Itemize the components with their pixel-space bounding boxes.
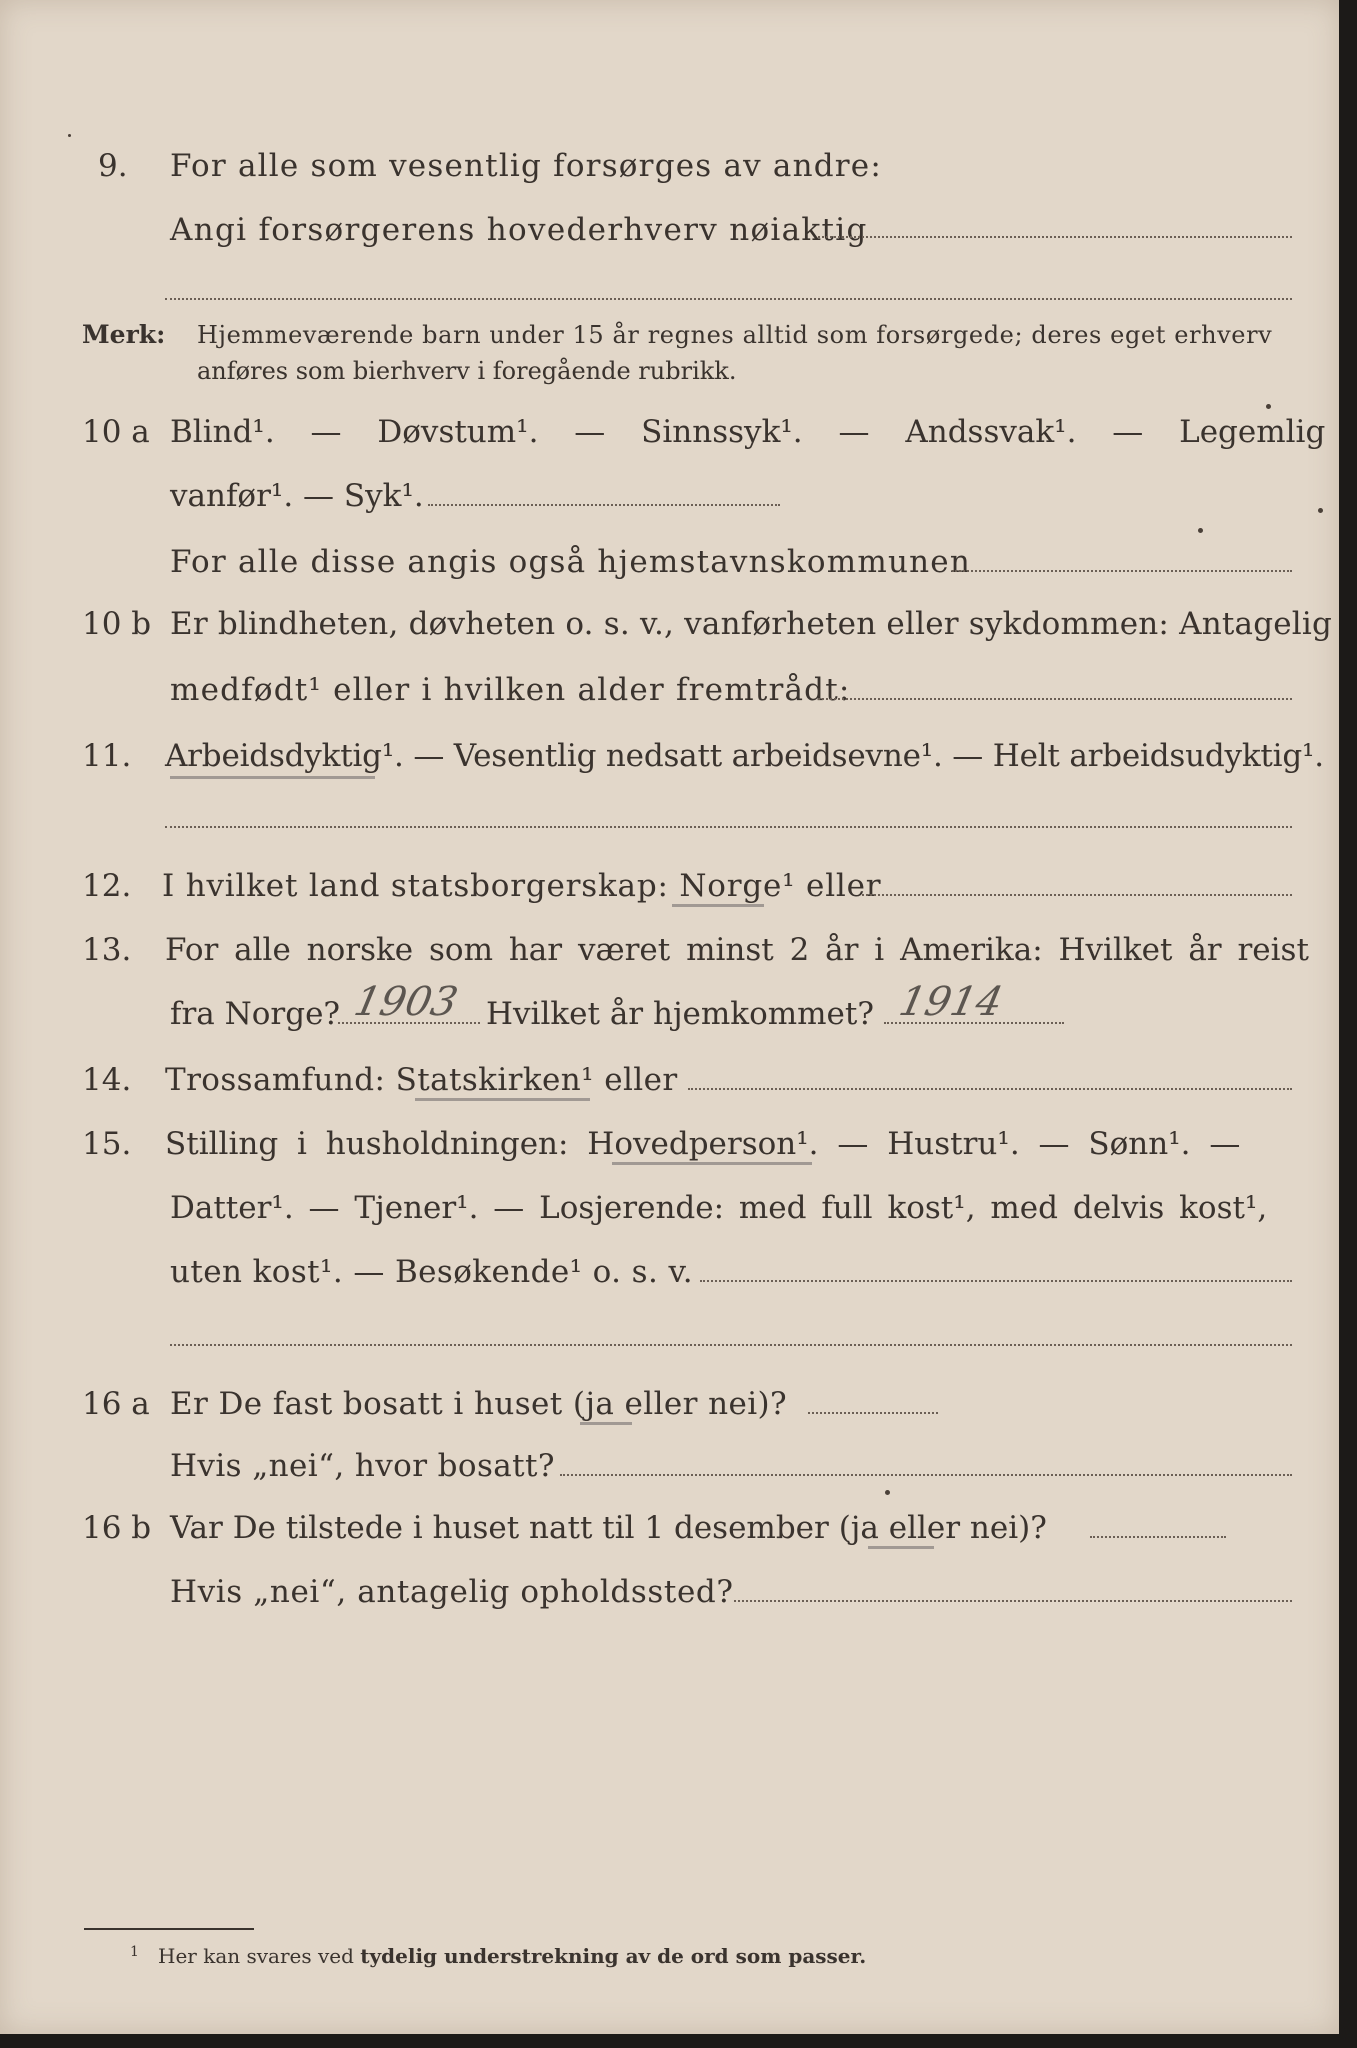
merk-label: Merk:	[82, 320, 166, 349]
footnote-rule	[84, 1928, 254, 1930]
q14-text: Trossamfund: Statskirken¹ eller	[165, 1062, 678, 1098]
q16b-answer-line	[1090, 1536, 1226, 1538]
q16a-answer-line	[808, 1412, 938, 1414]
q11-text: Arbeidsdyktig¹. — Vesentlig nedsatt arbeidsevne¹. — Helt arbeidsudyktig¹.	[165, 738, 1324, 774]
q13-text: For alle norske som har været minst 2 år i Amerika: Hvilket år reist	[165, 932, 1309, 968]
q11-answer-line	[165, 826, 1292, 828]
q10a-subtext: vanfør¹. — Syk¹.	[170, 478, 424, 514]
q9-number: 9.	[98, 148, 128, 184]
q10a-hjemstavn: For alle disse angis også hjemstavnskommunen	[170, 544, 971, 580]
q10b-answer-line	[818, 698, 1292, 700]
q15-answer-line-2	[170, 1344, 1292, 1346]
q9-answer-line-2	[165, 298, 1292, 300]
q15-number: 15.	[82, 1126, 132, 1162]
footnote-mark: 1	[130, 1944, 139, 1960]
paper-speck	[1198, 528, 1203, 533]
q16a-text: Er De fast bosatt i huset (ja eller nei)?	[170, 1386, 788, 1422]
q10a-number: 10 a	[82, 414, 150, 450]
q9-subtext: Angi forsørgerens hovederhverv nøiaktig	[170, 212, 868, 248]
q10b-number: 10 b	[82, 606, 152, 642]
q10a-answer-line	[428, 504, 780, 506]
paper-speck	[885, 1490, 890, 1495]
q12-number: 12.	[82, 868, 132, 904]
q15-answer-line	[700, 1280, 1292, 1282]
q10a-hjemstavn-line	[952, 570, 1292, 572]
q16a-number: 16 a	[82, 1386, 150, 1422]
scan-border	[1339, 0, 1357, 2048]
merk-text-1: Hjemmeværende barn under 15 år regnes alltid som forsørgede; deres eget erhverv	[197, 321, 1273, 349]
q10b-subtext: medfødt¹ eller i hvilken alder fremtrådt:	[170, 672, 851, 708]
q10b-text: Er blindheten, døvheten o. s. v., vanførheten eller sykdommen: Antagelig	[170, 606, 1333, 642]
q13-answer-reist: 1903	[350, 979, 462, 1025]
footnote-text: Her kan svares ved	[158, 1944, 354, 1968]
q16b-number: 16 b	[82, 1510, 152, 1546]
q16a-bosatt-line	[560, 1474, 1292, 1476]
q16b-opholdssted-line	[734, 1600, 1292, 1602]
q13-hjem-label: Hvilket år hjemkommet?	[486, 996, 874, 1032]
q16a-subtext: Hvis „nei“, hvor bosatt?	[170, 1448, 555, 1484]
q10a-text: Blind¹. — Døvstum¹. — Sinnssyk¹. — Andssvak¹. — Legemlig	[170, 414, 1326, 450]
q13-number: 13.	[82, 932, 132, 968]
q16b-underline-ja	[868, 1546, 934, 1549]
footnote	[130, 1944, 866, 1968]
merk-text-2: anføres som bierhverv i foregående rubrikk.	[197, 357, 737, 385]
q9-answer-line	[818, 236, 1292, 238]
q12-text: I hvilket land statsborgerskap: Norge¹ eller	[162, 868, 882, 904]
q14-underline-statskirken	[415, 1098, 590, 1101]
q14-answer-line	[688, 1088, 1292, 1090]
paper-speck	[1318, 508, 1323, 513]
paper-speck	[68, 134, 71, 137]
q15-text-3: uten kost¹. — Besøkende¹ o. s. v.	[170, 1254, 693, 1290]
q13-answer-hjem: 1914	[895, 979, 1007, 1025]
q15-text: Stilling i husholdningen: Hovedperson¹. — Hustru¹. — Sønn¹. —	[165, 1126, 1241, 1162]
paper-speck	[1266, 404, 1271, 409]
q16a-underline-ja	[580, 1422, 632, 1425]
q14-number: 14.	[82, 1062, 132, 1098]
q12-underline-norge	[672, 904, 764, 907]
q16b-subtext: Hvis „nei“, antagelig opholdssted?	[170, 1574, 734, 1610]
q12-answer-line	[862, 894, 1292, 896]
q15-text-2: Datter¹. — Tjener¹. — Losjerende: med full kost¹, med delvis kost¹,	[170, 1190, 1268, 1226]
q15-underline-hovedperson	[612, 1162, 812, 1165]
footnote-emphasis: tydelig understrekning av de ord som passer.	[360, 1944, 867, 1968]
q11-underline-arbeidsdyktig	[170, 776, 375, 779]
q13-reist-label: fra Norge?	[170, 996, 341, 1032]
q11-number: 11.	[82, 738, 132, 774]
q9-text: For alle som vesentlig forsørges av andre:	[170, 148, 882, 184]
q16b-text: Var De tilstede i huset natt til 1 desember (ja eller nei)?	[170, 1510, 1047, 1546]
